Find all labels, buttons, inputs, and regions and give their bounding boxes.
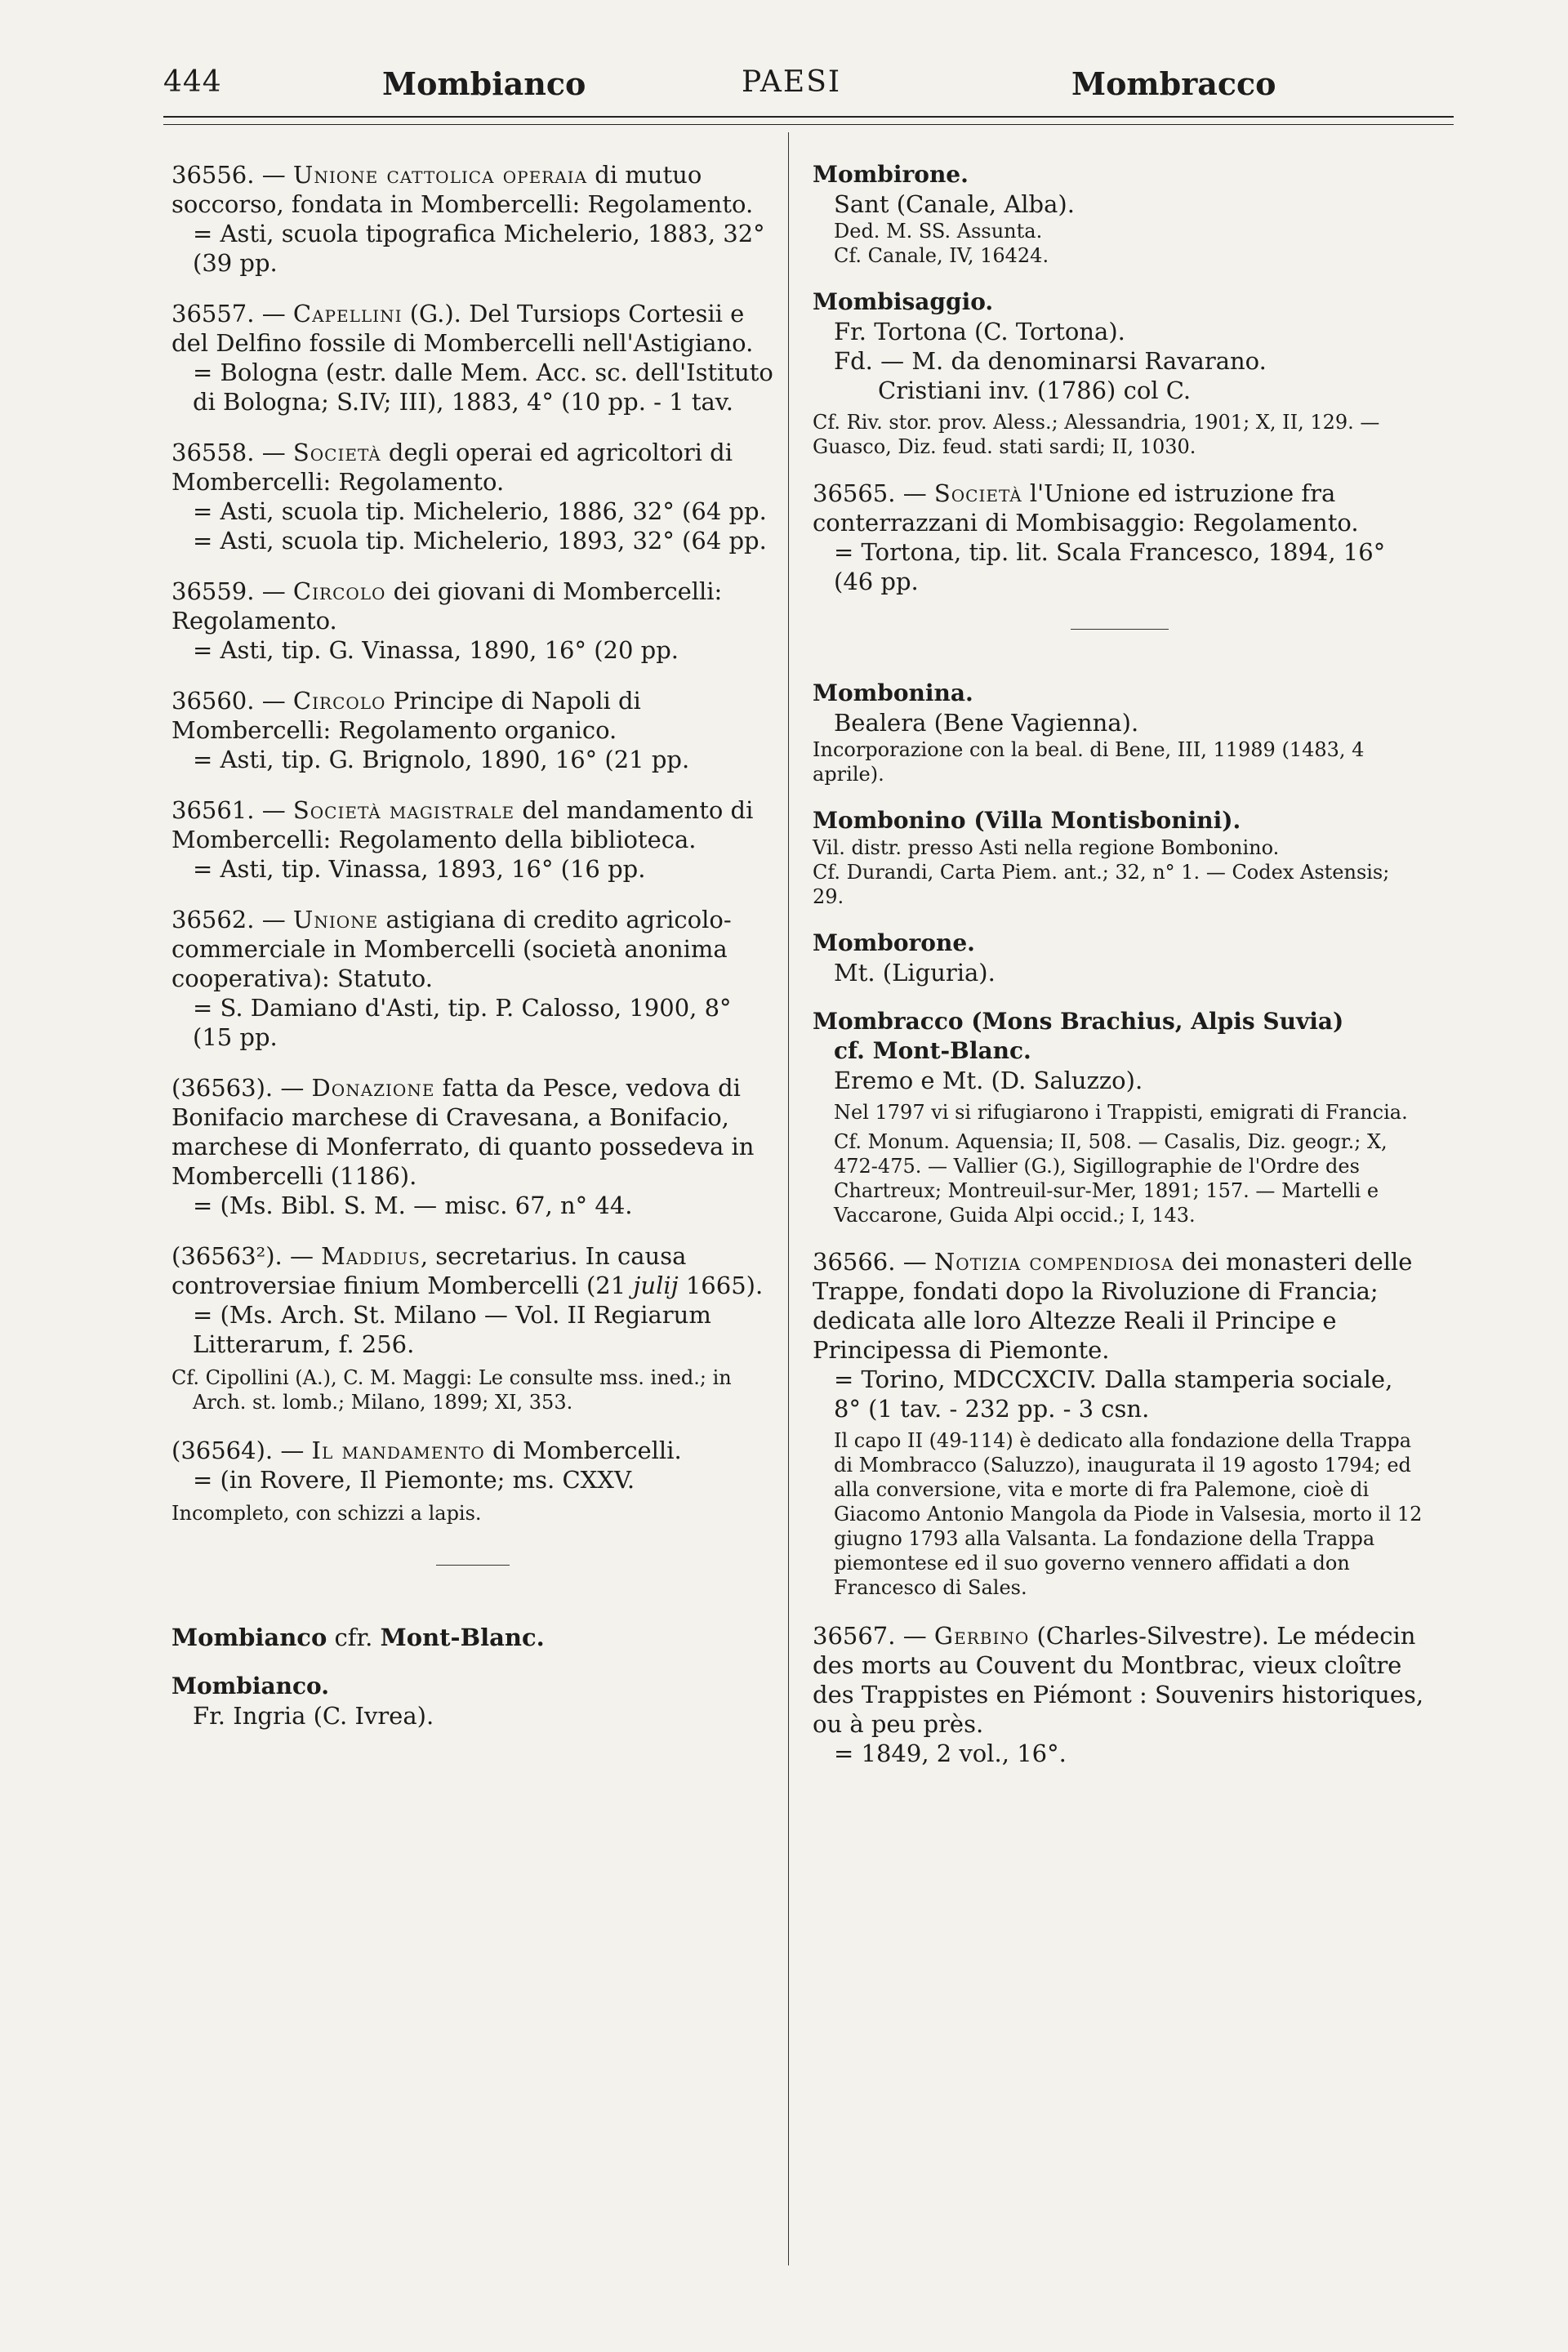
place-head: Mombonina.: [813, 679, 973, 706]
place-head: Mombonino (Villa Montisbonini).: [813, 807, 1241, 834]
entry-publication: = (in Rovere, Il Piemonte; ms. CXXV.: [193, 1466, 635, 1494]
crossref-head: Mombianco: [172, 1624, 327, 1651]
entry-text: di mutuo soccorso, fondata in Mombercelli: Regolamento.: [172, 161, 754, 218]
place-line: Sant (Canale, Alba).: [834, 190, 1075, 218]
entry-note: Cf. Cipollini (A.), C. M. Maggi: Le consulte mss. ined.; in Arch. st. lomb.; Milano, 1899; XI, 353.: [172, 1366, 732, 1414]
place-mombonina: [813, 679, 1427, 786]
crossref-target: Mont-Blanc.: [380, 1624, 545, 1651]
place-mombisaggio: [813, 287, 1427, 459]
entry-number: (36564).: [172, 1437, 274, 1464]
entry-publication: = (Ms. Arch. St. Milano — Vol. II Regiarum Litterarum, f. 256.: [193, 1301, 711, 1358]
entry-number: (36563²).: [172, 1242, 283, 1270]
entry-publication: = (Ms. Bibl. S. M. — misc. 67, n° 44.: [193, 1192, 633, 1219]
entry-number: 36557.: [172, 300, 255, 327]
place-head: Momborone.: [813, 929, 975, 956]
entry-author-initial: (G.).: [409, 300, 461, 327]
place-line: Cf. Canale, IV, 16424.: [834, 244, 1049, 267]
entry-title: Società magistrale: [292, 796, 515, 824]
place-crossref: cf. Mont-Blanc.: [834, 1037, 1031, 1064]
place-head: Mombianco.: [172, 1673, 329, 1699]
entry-number: 36560.: [172, 687, 255, 715]
entry-note: Il capo II (49-114) è dedicato alla fondazione della Trappa di Mombracco (Saluzzo), inaugurata il 19 agosto 1794; ed alla conversione, vita e morte di fra Palemone, cioè di Giacomo Antonio Mangola da Piode in Valsesia, morto il 12 giugno 1793 alla Valsanta. La fondazione della Trappa piemontese ed il suo governo vennero affidati a don Francesco di Sales.: [834, 1429, 1423, 1599]
entry-text: dei giovani di Mombercelli: Regolamento.: [172, 577, 723, 635]
place-line: Fr. Ingria (C. Ivrea).: [193, 1702, 434, 1730]
header-rule-thin: [163, 124, 1454, 125]
place-line: Fd. — M. da denominarsi Ravarano.: [834, 347, 1267, 375]
entry-text: l'Unione ed istruzione fra conterrazzani di Mombisaggio: Regolamento.: [813, 479, 1359, 537]
right-column: [813, 160, 1427, 1789]
entry-number: 36565.: [813, 479, 896, 507]
place-head: Mombracco (Mons Brachius, Alpis Suvia): [813, 1008, 1344, 1035]
running-header: [163, 65, 1454, 114]
entry-title: Donazione: [311, 1074, 435, 1102]
entry-publication: = Tortona, tip. lit. Scala Francesco, 1894, 16° (46 pp.: [834, 538, 1386, 595]
section-separator: [436, 1565, 510, 1566]
entry-number: (36563).: [172, 1074, 274, 1102]
entry-publication: = Asti, tip. G. Brignolo, 1890, 16° (21 pp.: [193, 746, 690, 773]
header-rule-thick: [163, 116, 1454, 118]
entry-title: Società: [933, 479, 1022, 507]
entry-text: di Mombercelli.: [492, 1437, 682, 1464]
entry-author: Maddius: [321, 1242, 421, 1270]
entry-title: Circolo: [292, 687, 386, 715]
entry-number: 36556.: [172, 161, 255, 189]
page-number: 444: [163, 65, 222, 99]
entry-text: Del Tursiops Cortesii e del Delfino fossile di Mombercelli nell'Astigiano.: [172, 300, 754, 357]
entry-title: Unione: [292, 906, 379, 933]
entry-title: Notizia compendiosa: [933, 1248, 1174, 1276]
entry-number: 36558.: [172, 439, 255, 466]
entry-36564: (36564). — Il mandamento di Mombercelli. = (in Rovere, Il Piemonte; ms. CXXV. Incompleto, con schizzi a lapis.: [172, 1436, 774, 1526]
entry-publication: = Asti, scuola tip. Michelerio, 1886, 32° (64 pp.: [193, 497, 767, 525]
entry-36566: 36566. — Notizia compendiosa dei monasteri delle Trappe, fondati dopo la Rivoluzione di Francia; dedicata alle loro Altezze Reali il Principe e Principessa di Piemonte. = Torino, MDCCXCIV. Dalla stamperia sociale, 8° (1 tav. - 232 pp. - 3 csn. Il capo II (49-114) è dedicato alla fondazione della Trappa di Mombracco (Saluzzo), inaugurata il 19 agosto 1794; ed alla conversione, vita e morte di fra Palemone, cioè di Giacomo Antonio Mangola da Piode in Valsesia, morto il 12 giugno 1793 alla Valsanta. La fondazione della Trappa piemontese ed il suo governo vennero affidati a don Francesco di Sales.: [813, 1247, 1427, 1600]
entry-36563: (36563). — Donazione fatta da Pesce, vedova di Bonifacio marchese di Cravesana, a Bonifacio, marchese di Monferrato, di quanto possedeva in Mombercelli (1186). = (Ms. Bibl. S. M. — misc. 67, n° 44.: [172, 1073, 774, 1220]
entry-number: 36566.: [813, 1248, 896, 1276]
place-note: Cf. Durandi, Carta Piem. ant.; 32, n° 1. — Codex Astensis; 29.: [813, 861, 1390, 908]
left-column: [172, 160, 774, 1750]
place-line: Eremo e Mt. (D. Saluzzo).: [834, 1067, 1143, 1094]
section-separator: [1071, 629, 1169, 630]
entry-author: Gerbino: [933, 1622, 1030, 1650]
entry-text: del mandamento di Mombercelli: Regolamento della biblioteca.: [172, 796, 754, 853]
entry-text: , secretarius. In causa controversiae finium Mombercelli (21: [172, 1242, 687, 1299]
header-center-title: PAESI: [742, 65, 842, 99]
entry-36560: 36560. — Circolo Principe di Napoli di Mombercelli: Regolamento organico. = Asti, tip. G. Brignolo, 1890, 16° (21 pp.: [172, 686, 774, 774]
entry-text: (Charles-Silvestre). Le médecin des morts au Couvent du Montbrac, vieux cloître des Trappistes en Piémont : Souvenirs historiques, ou à peu près.: [813, 1622, 1424, 1738]
entry-title: Il mandamento: [311, 1437, 485, 1464]
place-note: Cf. Monum. Aquensia; II, 508. — Casalis, Diz. geogr.; X, 472-475. — Vallier (G.), Sigillographie de l'Ordre des Chartreux; Montreuil-sur-Mer, 1891; 157. — Martelli e Vaccarone, Guida Alpi occid.; I, 143.: [834, 1130, 1388, 1227]
entry-text: astigiana di credito agricolo-commerciale in Mombercelli (società anonima cooperativa): Statuto.: [172, 906, 732, 992]
entry-36565: 36565. — Società l'Unione ed istruzione fra conterrazzani di Mombisaggio: Regolamento. = Tortona, tip. lit. Scala Francesco, 1894, 16° (46 pp.: [813, 479, 1427, 596]
entry-author: Capellini: [292, 300, 403, 327]
place-head: Mombirone.: [813, 161, 969, 188]
place-momborone: [813, 929, 1427, 987]
entry-publication: = Asti, scuola tipografica Michelerio, 1883, 32° (39 pp.: [193, 220, 765, 277]
place-note: Nel 1797 vi si rifugiarono i Trappisti, emigrati di Francia.: [834, 1101, 1408, 1124]
entry-36567: 36567. — Gerbino (Charles-Silvestre). Le médecin des morts au Couvent du Montbrac, vieux cloître des Trappistes en Piémont : Souvenirs historiques, ou à peu près. = 1849, 2 vol., 16°.: [813, 1621, 1427, 1768]
entry-text-italic: julij: [633, 1272, 679, 1299]
entry-publication: = Asti, tip. G. Vinassa, 1890, 16° (20 pp.: [193, 636, 679, 664]
entry-36563-2: (36563²). — Maddius, secretarius. In causa controversiae finium Mombercelli (21 julij 1665). = (Ms. Arch. St. Milano — Vol. II Regiarum Litterarum, f. 256. Cf. Cipollini (A.), C. M. Maggi: Le consulte mss. ined.; in Arch. st. lomb.; Milano, 1899; XI, 353.: [172, 1241, 774, 1414]
entry-36557: 36557. — Capellini (G.). Del Tursiops Cortesii e del Delfino fossile di Mombercelli nell'Astigiano. = Bologna (estr. dalle Mem. Acc. sc. dell'Istituto di Bologna; S.IV; III), 1883, 4° (10 pp. - 1 tav.: [172, 300, 773, 416]
place-line: Mt. (Liguria).: [834, 959, 996, 987]
entry-publication: = Asti, tip. Vinassa, 1893, 16° (16 pp.: [193, 855, 646, 883]
place-line: Fr. Tortona (C. Tortona).: [834, 318, 1125, 345]
entry-36562: 36562. — Unione astigiana di credito agricolo-commerciale in Mombercelli (società anonima cooperativa): Statuto. = S. Damiano d'Asti, tip. P. Calosso, 1900, 8° (15 pp.: [172, 905, 774, 1052]
column-divider: [788, 132, 789, 2265]
entry-text: Principe di Napoli di Mombercelli: Regolamento organico.: [172, 687, 641, 744]
entry-36561: 36561. — Società magistrale del mandamento di Mombercelli: Regolamento della biblioteca. = Asti, tip. Vinassa, 1893, 16° (16 pp.: [172, 795, 774, 884]
entry-text-end: 1665).: [685, 1272, 764, 1299]
entry-title: Unione cattolica operaia: [292, 161, 588, 189]
entry-36556: 36556. — Unione cattolica operaia di mutuo soccorso, fondata in Mombercelli: Regolamento. = Asti, scuola tipografica Michelerio, 1883, 32° (39 pp.: [172, 160, 774, 278]
header-right-title: Mombracco: [1071, 65, 1276, 102]
place-mombianco: [172, 1672, 774, 1731]
place-note: Cf. Riv. stor. prov. Aless.; Alessandria, 1901; X, II, 129. — Guasco, Diz. feud. stati sardi; II, 1030.: [813, 411, 1380, 458]
crossref-text: cfr.: [334, 1624, 373, 1651]
entry-title: Circolo: [292, 577, 386, 605]
place-mombracco: [813, 1007, 1427, 1227]
entry-publication: = 1849, 2 vol., 16°.: [834, 1740, 1067, 1767]
entry-publication: = Torino, MDCCXCIV. Dalla stamperia sociale, 8° (1 tav. - 232 pp. - 3 csn.: [834, 1365, 1393, 1423]
entry-36559: 36559. — Circolo dei giovani di Mombercelli: Regolamento. = Asti, tip. G. Vinassa, 1890, 16° (20 pp.: [172, 577, 774, 665]
place-mombonino: [813, 806, 1427, 909]
entry-publication: = Bologna (estr. dalle Mem. Acc. sc. dell'Istituto di Bologna; S.IV; III), 1883, 4° (10 pp. - 1 tav.: [193, 359, 773, 416]
entry-publication-2: = Asti, scuola tip. Michelerio, 1893, 32° (64 pp.: [193, 527, 767, 555]
place-line: Ded. M. SS. Assunta.: [834, 220, 1043, 243]
place-head: Mombisaggio.: [813, 288, 994, 315]
place-note: Incorporazione con la beal. di Bene, III, 11989 (1483, 4 aprile).: [813, 738, 1365, 786]
place-line: Cristiani inv. (1786) col C.: [878, 376, 1192, 404]
entry-text: fatta da Pesce, vedova di Bonifacio marchese di Cravesana, a Bonifacio, marchese di Monferrato, di quanto possedeva in Mombercelli (1186).: [172, 1074, 755, 1190]
entry-number: 36561.: [172, 796, 255, 824]
entry-number: 36562.: [172, 906, 255, 933]
entry-text: degli operai ed agricoltori di Mombercelli: Regolamento.: [172, 439, 733, 496]
entry-note: Incompleto, con schizzi a lapis.: [172, 1502, 482, 1525]
header-left-title: Mombianco: [382, 65, 586, 102]
place-line: Bealera (Bene Vagienna).: [834, 709, 1139, 737]
entry-number: 36567.: [813, 1622, 896, 1650]
place-note: Vil. distr. presso Asti nella regione Bombonino.: [813, 836, 1280, 859]
entry-number: 36559.: [172, 577, 255, 605]
entry-text: dei monasteri delle Trappe, fondati dopo la Rivoluzione di Francia; dedicata alle loro Altezze Reali il Principe e Principessa di Piemonte.: [813, 1248, 1413, 1364]
entry-publication: = S. Damiano d'Asti, tip. P. Calosso, 1900, 8° (15 pp.: [193, 994, 732, 1051]
entry-36558: 36558. — Società degli operai ed agricoltori di Mombercelli: Regolamento. = Asti, scuola tip. Michelerio, 1886, 32° (64 pp. = Asti, scuola tip. Michelerio, 1893, 32° (64 pp.: [172, 438, 774, 555]
entry-title: Società: [292, 439, 381, 466]
crossref-mombianco: [172, 1623, 774, 1652]
place-mombirone: [813, 160, 1427, 268]
